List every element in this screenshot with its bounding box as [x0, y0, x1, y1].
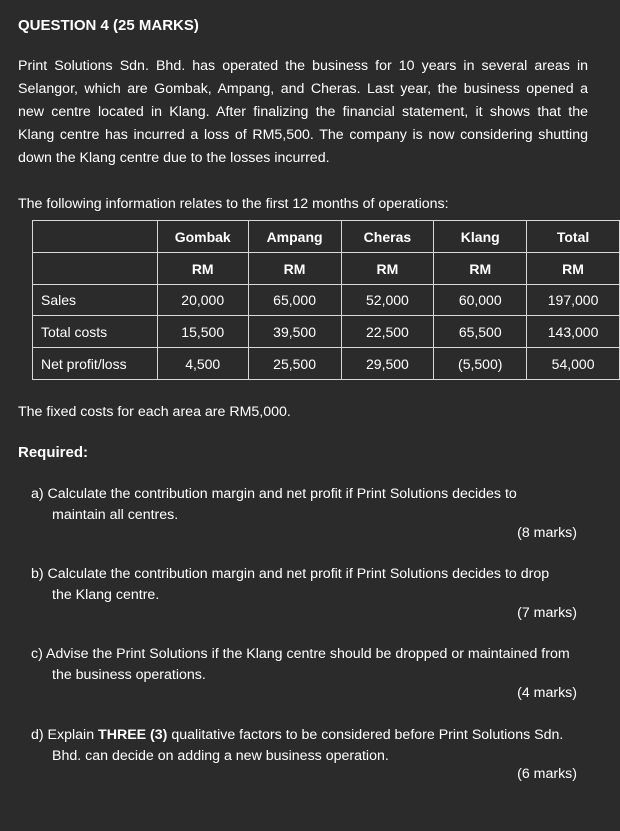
- table-cell: 197,000: [527, 285, 620, 316]
- table-cell: 60,000: [434, 285, 527, 316]
- question-d-line1: [31, 725, 577, 746]
- table-header-cell: Gombak: [157, 221, 248, 253]
- table-unit-cell: RM: [527, 253, 620, 285]
- question-a-line2: maintain all centres.: [52, 507, 179, 523]
- table-header-cell: Ampang: [248, 221, 341, 253]
- table-header-row: [33, 221, 620, 253]
- table-header-cell: Total: [527, 221, 620, 253]
- question-d-emphasis: THREE (3): [98, 727, 168, 743]
- question-c-marks: (4 marks): [517, 685, 577, 701]
- table-row: [33, 316, 620, 348]
- intro-paragraph: [18, 55, 588, 170]
- question-d-prefix: d) Explain: [31, 727, 99, 743]
- question-d: [31, 725, 577, 767]
- table-cell: (5,500): [434, 348, 527, 380]
- intro-line: Selangor, which are Gombak, Ampang, and Cheras. Last year, the business opened a: [18, 81, 588, 97]
- table-unit-cell: RM: [434, 253, 527, 285]
- table-cell: 65,500: [434, 316, 527, 348]
- question-a-line1: a) Calculate the contribution margin and net profit if Print Solutions decides to: [31, 486, 517, 502]
- table-header-cell: [33, 221, 158, 253]
- question-d-line2: Bhd. can decide on adding a new business operation.: [52, 748, 389, 764]
- question-a: [31, 484, 577, 526]
- intro-line: new centre located in Klang. After finalizing the financial statement, it shows that the: [18, 104, 588, 120]
- question-heading: QUESTION 4 (25 MARKS): [18, 17, 199, 34]
- table-cell: 54,000: [527, 348, 620, 380]
- table-cell: 143,000: [527, 316, 620, 348]
- table-cell: 22,500: [341, 316, 434, 348]
- question-b: [31, 564, 577, 606]
- table-cell: 65,000: [248, 285, 341, 316]
- table-cell: 29,500: [341, 348, 434, 380]
- table-cell: 4,500: [157, 348, 248, 380]
- row-label: Sales: [33, 285, 158, 316]
- table-unit-cell: RM: [341, 253, 434, 285]
- required-label: Required:: [18, 444, 89, 461]
- question-c: [31, 644, 577, 686]
- financial-table: [32, 220, 620, 380]
- question-d-marks: (6 marks): [517, 766, 577, 782]
- table-cell: 20,000: [157, 285, 248, 316]
- table-cell: 25,500: [248, 348, 341, 380]
- intro-line: down the Klang centre due to the losses incurred.: [18, 150, 330, 166]
- question-d-suffix: qualitative factors to be considered before Print Solutions Sdn.: [167, 727, 564, 743]
- table-cell: 39,500: [248, 316, 341, 348]
- question-c-line1: c) Advise the Print Solutions if the Klang centre should be dropped or maintained from: [31, 646, 570, 662]
- table-header-cell: Cheras: [341, 221, 434, 253]
- fixed-costs-note: The fixed costs for each area are RM5,000.: [18, 404, 291, 420]
- row-label: Net profit/loss: [33, 348, 158, 380]
- table-unit-cell: [33, 253, 158, 285]
- table-unit-cell: RM: [157, 253, 248, 285]
- table-cell: 15,500: [157, 316, 248, 348]
- table-cell: 52,000: [341, 285, 434, 316]
- question-a-marks: (8 marks): [517, 525, 577, 541]
- question-b-line1: b) Calculate the contribution margin and net profit if Print Solutions decides to drop: [31, 566, 550, 582]
- table-intro: The following information relates to the first 12 months of operations:: [18, 196, 449, 212]
- question-b-line2: the Klang centre.: [52, 587, 160, 603]
- table-row: [33, 285, 620, 316]
- table-header-cell: Klang: [434, 221, 527, 253]
- question-b-marks: (7 marks): [517, 605, 577, 621]
- table-row: [33, 348, 620, 380]
- row-label: Total costs: [33, 316, 158, 348]
- table-unit-cell: RM: [248, 253, 341, 285]
- intro-line: Print Solutions Sdn. Bhd. has operated the business for 10 years in several areas in: [18, 58, 588, 74]
- intro-line: Klang centre has incurred a loss of RM5,500. The company is now considering shutting: [18, 127, 588, 143]
- question-c-line2: the business operations.: [52, 667, 206, 683]
- table-unit-row: [33, 253, 620, 285]
